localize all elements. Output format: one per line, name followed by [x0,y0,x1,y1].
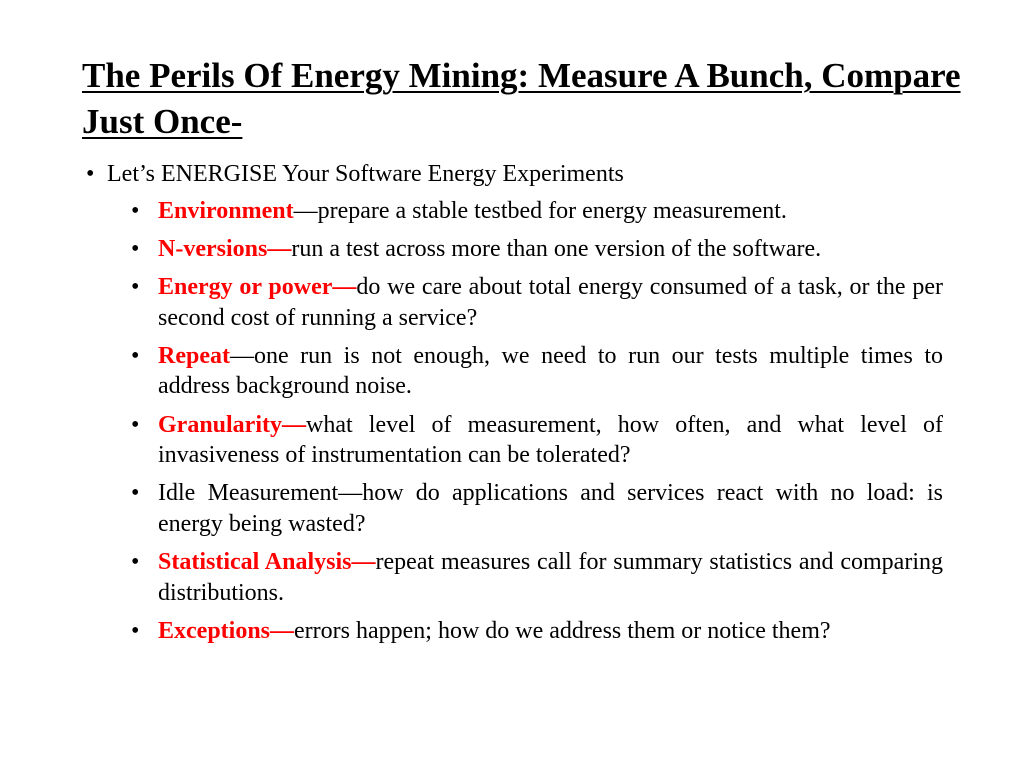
item-desc: what level of measurement, how often, and what level of invasiveness of instrumentation can be tolerated? [158,411,943,469]
list-item-granularity [131,410,943,471]
bullet-icon: • [131,236,140,263]
bullet-icon: • [131,617,140,644]
item-term: Statistical Analysis [158,548,352,575]
list-item-statistical-analysis [131,547,943,608]
item-term: Idle Measurement [158,480,339,507]
item-dash: — [332,274,357,301]
item-term: Energy or power [158,274,333,301]
item-desc: one run is not enough, we need to run our tests multiple times to address background noise. [158,342,943,400]
intro-text: Let’s ENERGISE Your Software Energy Experiments [107,161,624,187]
bullet-icon: • [131,480,140,507]
item-term: N-versions [158,236,268,263]
item-term: Exceptions [158,617,271,644]
item-dash: — [229,342,254,369]
item-dash: — [293,198,318,224]
list-item-n-versions [131,234,943,265]
slide-title: The Perils Of Energy Mining: Measure A Bunch, Compare Just Once- [82,56,961,141]
item-dash: — [267,236,292,263]
item-desc: errors happen; how do we address them or notice them? [294,617,831,644]
energise-list [131,196,943,654]
item-dash: — [338,480,363,507]
list-item-energy-or-power [131,272,943,333]
item-desc: do we care about total energy consumed of a task, or the per second cost of running a service? [158,274,943,331]
item-term: Environment [158,198,294,224]
item-dash: — [282,411,306,438]
bullet-icon: • [131,198,140,224]
bullet-icon: • [86,161,95,187]
list-item-idle-measurement [131,478,943,539]
list-item-environment [131,196,943,227]
item-term: Repeat [158,342,230,369]
item-desc: run a test across more than one version of the software. [291,236,822,263]
bullet-icon: • [131,342,140,369]
list-item-repeat [131,341,943,402]
item-desc: how do applications and services react with no load: is energy being wasted? [158,480,943,537]
bullet-icon: • [131,274,140,301]
bullet-icon: • [131,411,140,438]
item-dash: — [351,548,376,575]
bullet-icon: • [131,548,140,575]
item-desc: prepare a stable testbed for energy measurement. [317,198,787,224]
item-desc: repeat measures call for summary statistics and comparing distributions. [158,548,943,606]
list-item-exceptions [131,616,943,647]
item-term: Granularity [158,411,282,438]
item-dash: — [270,617,295,644]
